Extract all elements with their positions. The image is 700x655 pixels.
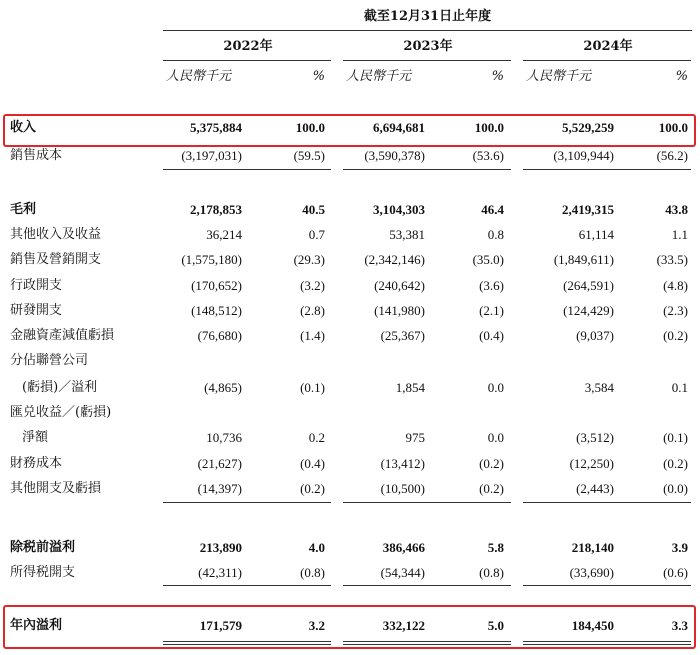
table-row [0, 117, 700, 139]
percent-cell: 0.0 [487, 430, 504, 445]
amount-cell: (1,575,180) [181, 252, 242, 267]
percent-cell: (0.8) [300, 565, 325, 580]
amount-cell: 975 [405, 430, 425, 445]
amount-cell: 386,466 [382, 540, 425, 555]
row-label: 研發開支 [10, 303, 63, 318]
year-rule-2023 [343, 60, 511, 61]
table-row [0, 350, 700, 372]
amount-cell: 53,381 [389, 227, 425, 242]
percent-cell: 0.0 [487, 380, 504, 395]
row-label: 匯兑收益／(虧損) [10, 405, 112, 420]
amount-cell: 1,854 [395, 380, 425, 395]
amount-cell: 171,579 [199, 618, 242, 633]
amount-cell: 6,694,681 [373, 120, 425, 135]
percent-cell: (3.2) [300, 278, 325, 293]
amount-cell: (3,512) [576, 430, 614, 445]
amount-cell: (2,342,146) [364, 252, 425, 267]
rule-tax-2023 [343, 585, 511, 586]
table-row [0, 325, 700, 347]
row-label: 收入 [10, 120, 37, 135]
amount-cell: (3,197,031) [181, 148, 242, 163]
percent-cell: (56.2) [656, 148, 688, 163]
percent-cell: 100.0 [295, 120, 325, 135]
percent-cell: (0.6) [663, 565, 688, 580]
percent-cell: (59.5) [293, 148, 325, 163]
row-label: 除税前溢利 [10, 540, 76, 555]
percent-cell: (2.8) [300, 303, 325, 318]
row-label: 其他收入及收益 [10, 227, 102, 242]
amount-cell: 3,104,303 [373, 202, 425, 217]
amount-cell: (13,412) [380, 456, 425, 471]
rule-other-2024 [523, 502, 691, 503]
amount-cell: 3,584 [584, 380, 614, 395]
percent-cell: 5.8 [487, 540, 504, 555]
amount-cell: (240,642) [374, 278, 425, 293]
percent-cell: (0.8) [479, 565, 504, 580]
amount-cell: (1,849,611) [553, 252, 614, 267]
table-row [0, 478, 700, 500]
amount-cell: (25,367) [380, 328, 425, 343]
percent-cell: 3.2 [308, 618, 325, 633]
amount-cell: (12,250) [569, 456, 614, 471]
amount-cell: (4,865) [204, 380, 242, 395]
unit-currency-2023: 人民幣千元 [346, 69, 412, 84]
row-label: 銷售成本 [10, 148, 63, 163]
rule-cost-2022 [163, 169, 331, 170]
percent-cell: (2.3) [663, 303, 688, 318]
percent-cell: (1.4) [300, 328, 325, 343]
year-2022-header: 2022年 [223, 39, 273, 54]
percent-cell: (0.2) [663, 328, 688, 343]
row-label: 毛利 [10, 202, 37, 217]
percent-cell: (4.8) [663, 278, 688, 293]
row-label: 財務成本 [10, 456, 63, 471]
percent-cell: 40.5 [302, 202, 325, 217]
period-header: 截至12月31日止年度 [363, 9, 492, 24]
unit-currency-2024: 人民幣千元 [526, 69, 592, 84]
row-label: 年內溢利 [10, 618, 63, 633]
percent-cell: 5.0 [487, 618, 504, 633]
percent-cell: 43.8 [665, 202, 688, 217]
period-rule [163, 30, 692, 31]
table-row [0, 562, 700, 584]
row-label: 分佔聯營公司 [10, 353, 89, 368]
amount-cell: 213,890 [199, 540, 242, 555]
percent-cell: (0.2) [300, 481, 325, 496]
amount-cell: (148,512) [191, 303, 242, 318]
rule-tax-2022 [163, 585, 331, 586]
amount-cell: 2,178,853 [190, 202, 242, 217]
rule-other-2022 [163, 502, 331, 503]
percent-cell: (0.4) [300, 456, 325, 471]
percent-cell: (0.0) [663, 481, 688, 496]
table-row [0, 249, 700, 271]
percent-cell: 0.8 [487, 227, 504, 242]
percent-cell: (33.5) [656, 252, 688, 267]
amount-cell: (3,590,378) [364, 148, 425, 163]
table-row [0, 453, 700, 475]
amount-cell: 2,419,315 [562, 202, 614, 217]
amount-cell: (3,109,944) [553, 148, 614, 163]
table-row [0, 199, 700, 221]
percent-cell: 3.9 [671, 540, 688, 555]
rule-cost-2023 [343, 169, 511, 170]
row-label: 其他開支及虧損 [10, 481, 102, 496]
amount-cell: (21,627) [197, 456, 242, 471]
percent-cell: (0.1) [663, 430, 688, 445]
amount-cell: (14,397) [197, 481, 242, 496]
amount-cell: (10,500) [380, 481, 425, 496]
amount-cell: (124,429) [563, 303, 614, 318]
percent-cell: (35.0) [472, 252, 504, 267]
percent-cell: 0.2 [308, 430, 325, 445]
rule-cost-2024 [523, 169, 691, 170]
rule-other-2023 [343, 502, 511, 503]
table-row [0, 224, 700, 246]
double-rule-profit-2024 [523, 641, 691, 645]
year-rule-2024 [523, 60, 691, 61]
row-label: 銷售及營銷開支 [10, 252, 102, 267]
amount-cell: 218,140 [571, 540, 614, 555]
row-label: 淨額 [22, 430, 49, 445]
table-row [0, 377, 700, 399]
amount-cell: 5,529,259 [562, 120, 614, 135]
percent-cell: 3.3 [671, 618, 688, 633]
double-rule-profit-2022 [163, 641, 331, 645]
amount-cell: (9,037) [576, 328, 614, 343]
row-label: (虧損)／溢利 [22, 380, 98, 395]
table-row [0, 537, 700, 559]
table-row [0, 300, 700, 322]
percent-cell: (0.2) [479, 481, 504, 496]
amount-cell: (76,680) [197, 328, 242, 343]
amount-cell: 36,214 [206, 227, 242, 242]
percent-cell: 100.0 [658, 120, 688, 135]
amount-cell: (264,591) [563, 278, 614, 293]
year-2024-header: 2024年 [583, 39, 633, 54]
amount-cell: (33,690) [569, 565, 614, 580]
table-row [0, 402, 700, 424]
unit-currency-2022: 人民幣千元 [166, 69, 232, 84]
amount-cell: 10,736 [206, 430, 242, 445]
row-label: 行政開支 [10, 278, 63, 293]
amount-cell: 184,450 [571, 618, 614, 633]
amount-cell: (42,311) [198, 565, 242, 580]
percent-cell: (2.1) [479, 303, 504, 318]
percent-cell: (0.4) [479, 328, 504, 343]
amount-cell: (141,980) [374, 303, 425, 318]
amount-cell: (2,443) [576, 481, 614, 496]
percent-cell: (0.2) [479, 456, 504, 471]
amount-cell: 332,122 [382, 618, 425, 633]
amount-cell: 61,114 [578, 227, 614, 242]
unit-percent-2023: % [491, 69, 504, 84]
table-row [0, 615, 700, 637]
year-rule-2022 [163, 60, 331, 61]
table-row [0, 427, 700, 449]
rule-tax-2024 [523, 585, 691, 586]
percent-cell: 46.4 [481, 202, 504, 217]
percent-cell: (29.3) [293, 252, 325, 267]
unit-percent-2022: % [312, 69, 325, 84]
double-rule-profit-2023 [343, 641, 511, 645]
year-2023-header: 2023年 [403, 39, 453, 54]
amount-cell: 5,375,884 [190, 120, 242, 135]
row-label: 所得税開支 [10, 565, 76, 580]
table-row [0, 275, 700, 297]
unit-percent-2024: % [675, 69, 688, 84]
amount-cell: (54,344) [380, 565, 425, 580]
percent-cell: (53.6) [472, 148, 504, 163]
percent-cell: 0.1 [671, 380, 688, 395]
percent-cell: 1.1 [671, 227, 688, 242]
row-label: 金融資產減值虧損 [10, 328, 115, 343]
percent-cell: 100.0 [474, 120, 504, 135]
percent-cell: (0.1) [300, 380, 325, 395]
table-row [0, 145, 700, 167]
percent-cell: 4.0 [308, 540, 325, 555]
amount-cell: (170,652) [191, 278, 242, 293]
percent-cell: (0.2) [663, 456, 688, 471]
percent-cell: 0.7 [308, 227, 325, 242]
percent-cell: (3.6) [479, 278, 504, 293]
